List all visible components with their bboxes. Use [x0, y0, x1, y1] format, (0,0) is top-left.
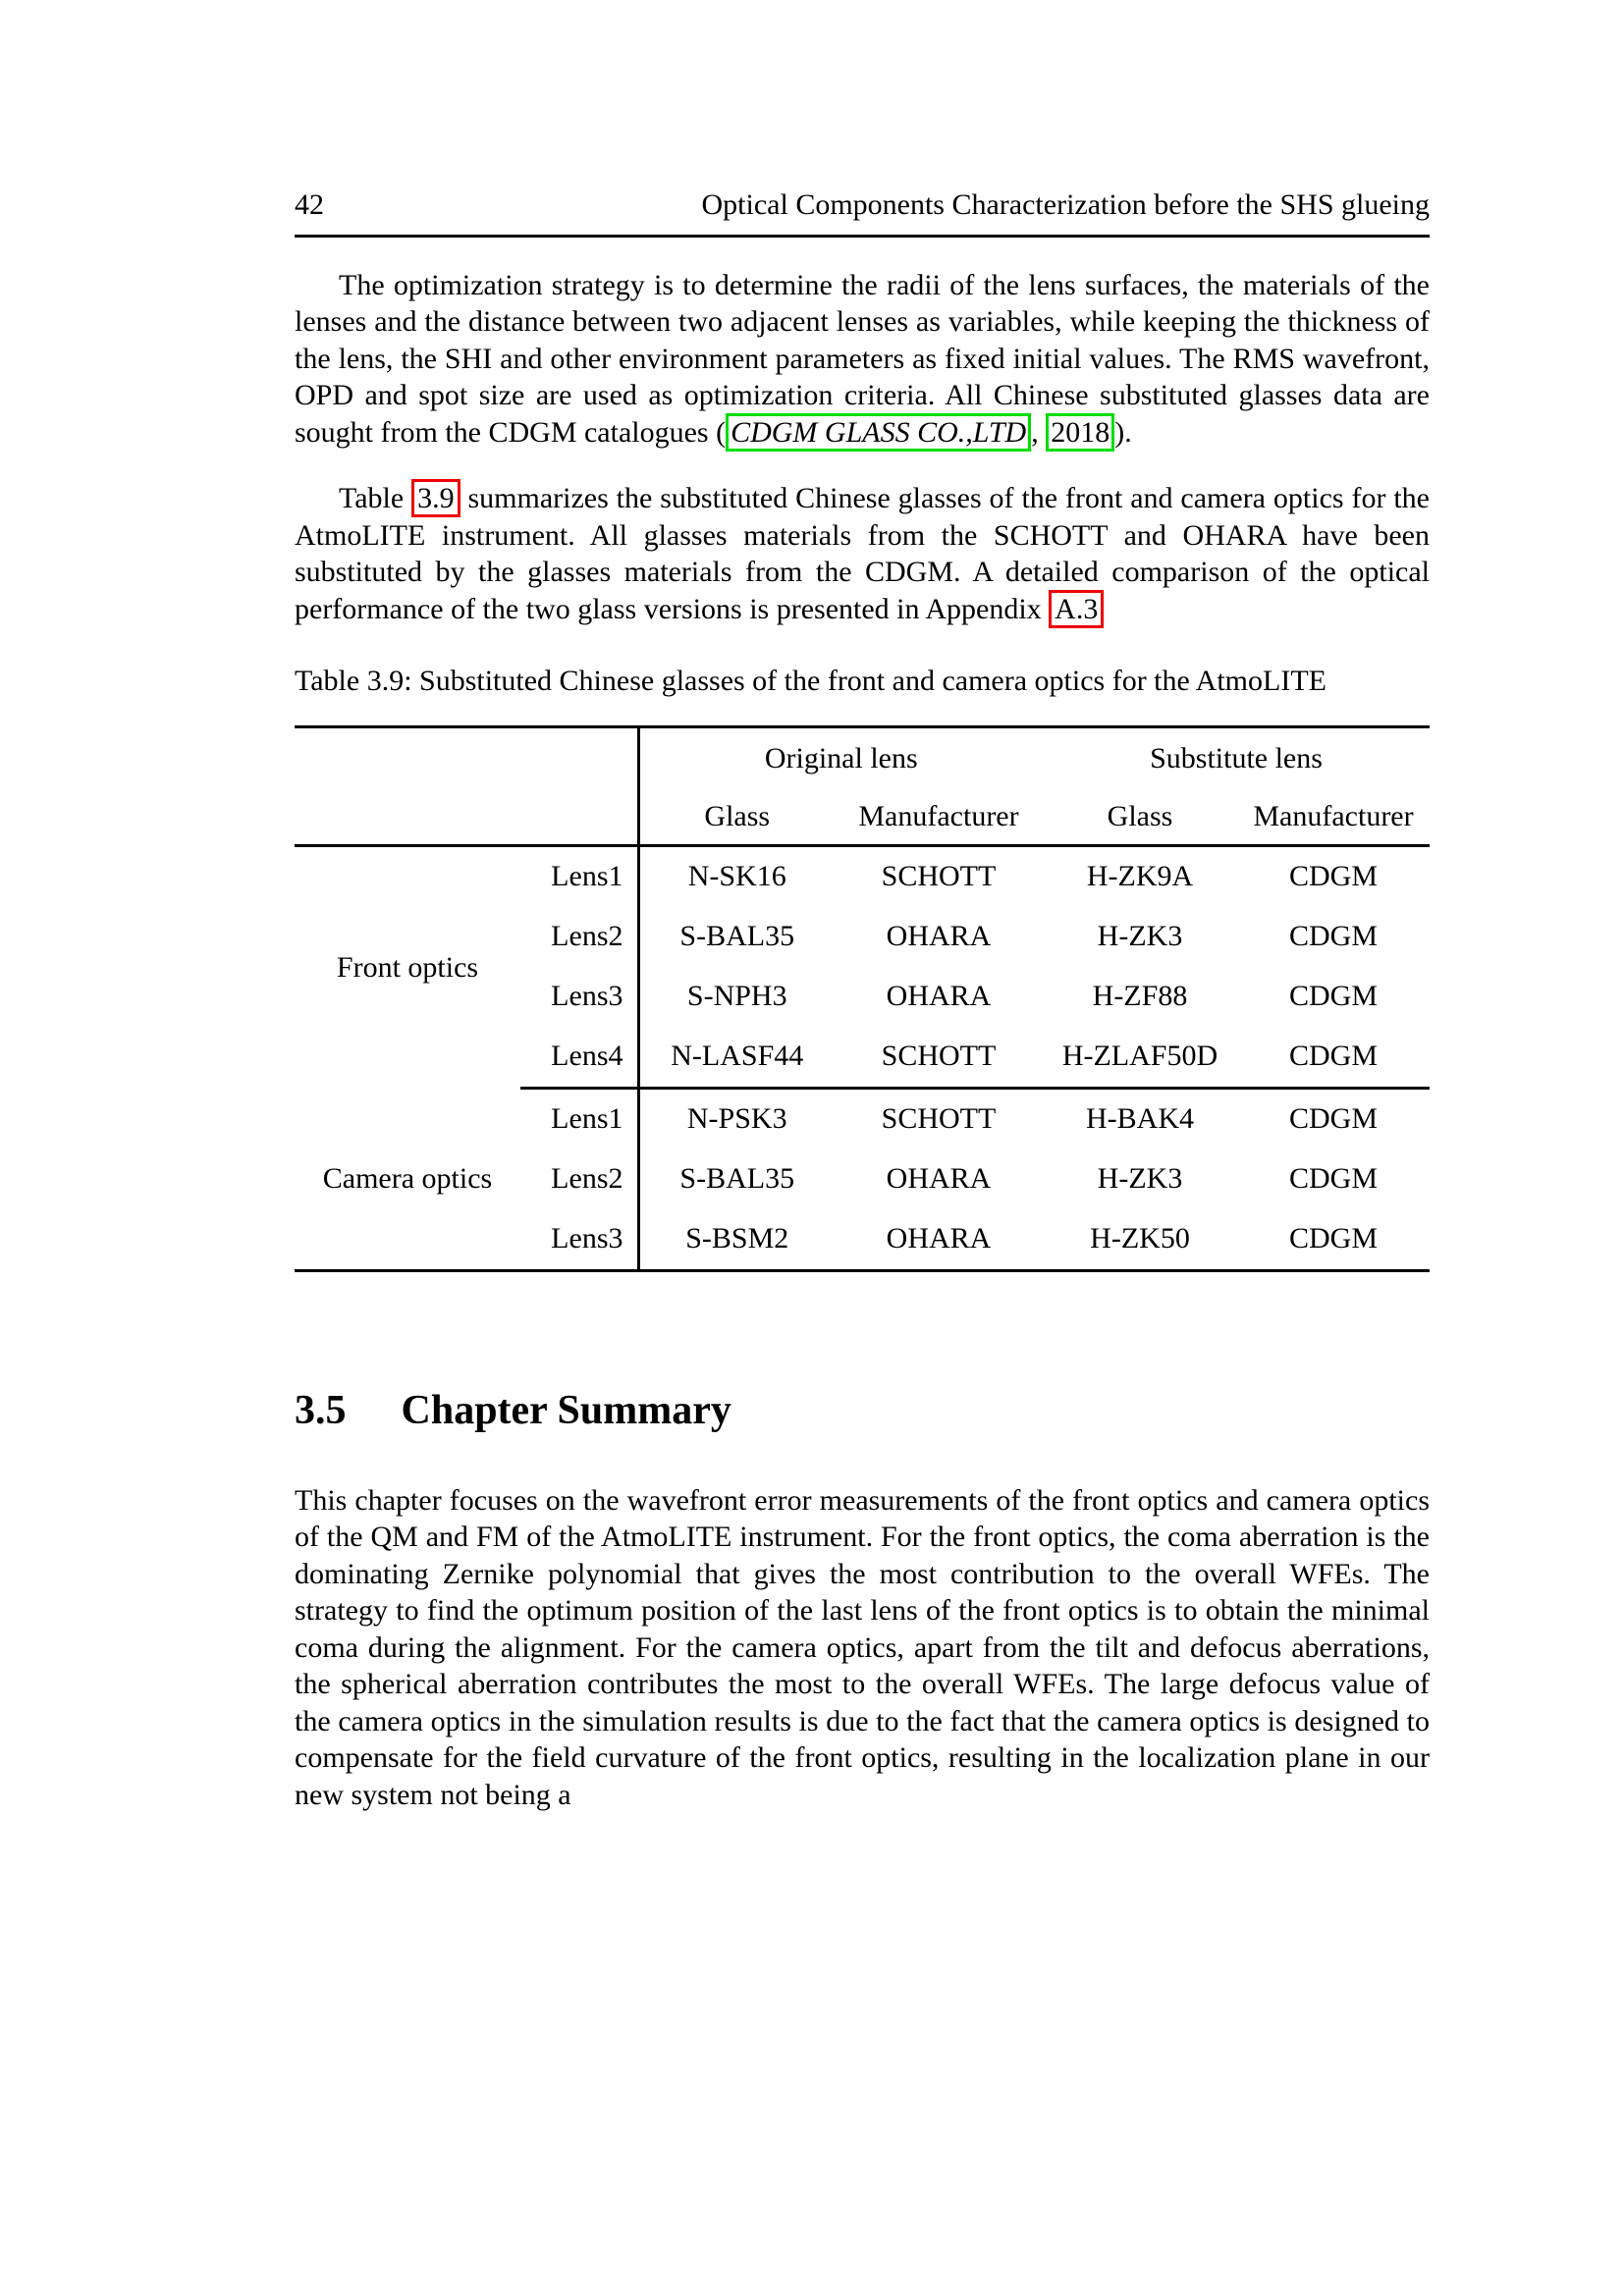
lens-label: Lens2 — [520, 907, 638, 967]
page-content — [295, 187, 1430, 1813]
manufacturer-value: CDGM — [1237, 1027, 1430, 1089]
paragraph-text: summarizes the substituted Chinese glasses of the front and camera optics for the AtmoLITE instrument. All glasses materials from the SCHOTT and OHARA have been substituted by the glasses materials from the CDGM. A detailed comparison of the optical performance of the two glass versions is presented in Appendix — [295, 482, 1430, 625]
table-caption: Table 3.9: Substituted Chinese glasses of the front and camera optics for the AtmoLITE — [295, 665, 1326, 697]
appendix-ref-link[interactable]: A.3 — [1049, 590, 1104, 628]
lens-label: Lens1 — [520, 1088, 638, 1149]
manufacturer-value: OHARA — [886, 980, 992, 1013]
citation-link-cdgm-year[interactable]: 2018 — [1046, 413, 1114, 452]
paragraph-chapter-summary: This chapter focuses on the wavefront error measurements of the front optics and camera optics of the QM and FM of the AtmoLITE instrument. For the front optics, the coma aberration is the dominating Zernike polynomial that gives the most contribution to the overall WFEs. The strategy to find the optimum position of the last lens of the front optics is to obtain the minimal coma during the alignment. For the camera optics, apart from the tilt and defocus aberrations, the spherical aberration contributes the most to the overall WFEs. The large defocus value of the camera optics in the simulation results is due to the fact that the camera optics is designed to compensate for the field curvature of the front optics, resulting in the localization plane in our new system not being a — [295, 1483, 1430, 1811]
table-stub-cell — [295, 789, 638, 846]
lens-label: Lens1 — [520, 845, 638, 907]
glass-value: S-BSM2 — [638, 1209, 835, 1271]
citation-link-cdgm-name[interactable]: CDGM GLASS CO.,LTD — [726, 413, 1031, 452]
page-number: 42 — [295, 188, 324, 221]
section-heading — [295, 1388, 1430, 1433]
paragraph-text: Table — [339, 482, 412, 514]
manufacturer-value: CDGM — [1288, 920, 1378, 953]
lens-label: Lens2 — [520, 1149, 638, 1209]
glass-value: H-ZK50 — [1043, 1209, 1237, 1271]
glass-value: H-ZLAF50D — [1043, 1027, 1237, 1089]
column-header-manufacturer: Manufacturer — [1237, 789, 1430, 846]
manufacturer-value: CDGM — [1288, 980, 1378, 1013]
table-row — [295, 1088, 1430, 1149]
section-title: Chapter Summary — [401, 1387, 731, 1433]
manufacturer-value: SCHOTT — [835, 1027, 1043, 1089]
manufacturer-value: CDGM — [1288, 860, 1378, 893]
glass-value: H-ZK3 — [1097, 920, 1183, 953]
manufacturer-value: OHARA — [835, 1209, 1043, 1271]
group-label-camera-optics: Camera optics — [295, 1088, 520, 1270]
manufacturer-value: CDGM — [1288, 1102, 1378, 1136]
lens-label: Lens4 — [520, 1027, 638, 1089]
column-header-glass: Glass — [1043, 789, 1237, 846]
paragraph-optimization — [295, 267, 1430, 452]
manufacturer-value: CDGM — [1288, 1162, 1378, 1196]
section-number: 3.5 — [295, 1387, 347, 1433]
paragraph-table-intro — [295, 480, 1430, 627]
column-header-glass: Glass — [638, 789, 835, 846]
glass-value: S-NPH3 — [686, 980, 787, 1013]
column-group-original-lens: Original lens — [638, 726, 1043, 789]
glass-value: H-ZK3 — [1097, 1162, 1183, 1196]
lens-label: Lens3 — [520, 967, 638, 1027]
glass-value: S-BAL35 — [679, 920, 795, 953]
glass-value: N-LASF44 — [638, 1027, 835, 1089]
manufacturer-value: CDGM — [1237, 1209, 1430, 1271]
paragraph-text: ). — [1114, 415, 1132, 449]
glass-value: S-BAL35 — [679, 1162, 795, 1196]
paragraph-text: , — [1031, 415, 1047, 449]
table-stub-cell — [295, 726, 638, 789]
manufacturer-value: OHARA — [886, 920, 992, 953]
lens-label: Lens3 — [520, 1209, 638, 1271]
glass-value: N-SK16 — [687, 860, 786, 893]
manufacturer-value: OHARA — [886, 1162, 992, 1196]
running-header — [295, 187, 1430, 238]
substituted-glasses-table — [295, 725, 1430, 1272]
group-label-front-optics: Front optics — [336, 950, 479, 984]
manufacturer-value: SCHOTT — [881, 1102, 997, 1136]
glass-value: H-BAK4 — [1086, 1102, 1194, 1136]
table-row — [295, 845, 1430, 907]
glass-value: N-PSK3 — [686, 1102, 787, 1136]
manufacturer-value: SCHOTT — [881, 860, 997, 893]
running-title: Optical Components Characterization before the SHS glueing — [701, 188, 1430, 221]
glass-value: H-ZF88 — [1092, 980, 1188, 1013]
paragraph-text: The optimization strategy is to determine the radii of the lens surfaces, the materials of the lenses and the distance between two adjacent lenses as variables, while keeping the thickness of the lens, the SHI and other environment parameters as fixed initial values. The RMS wavefront, OPD and spot size are used as optimization criteria. All Chinese substituted glasses data are sought from the CDGM catalogues ( — [295, 268, 1430, 449]
column-header-manufacturer: Manufacturer — [835, 789, 1043, 846]
table-ref-link[interactable]: 3.9 — [411, 479, 460, 517]
column-group-substitute-lens: Substitute lens — [1043, 726, 1430, 789]
glass-value: H-ZK9A — [1086, 860, 1194, 893]
